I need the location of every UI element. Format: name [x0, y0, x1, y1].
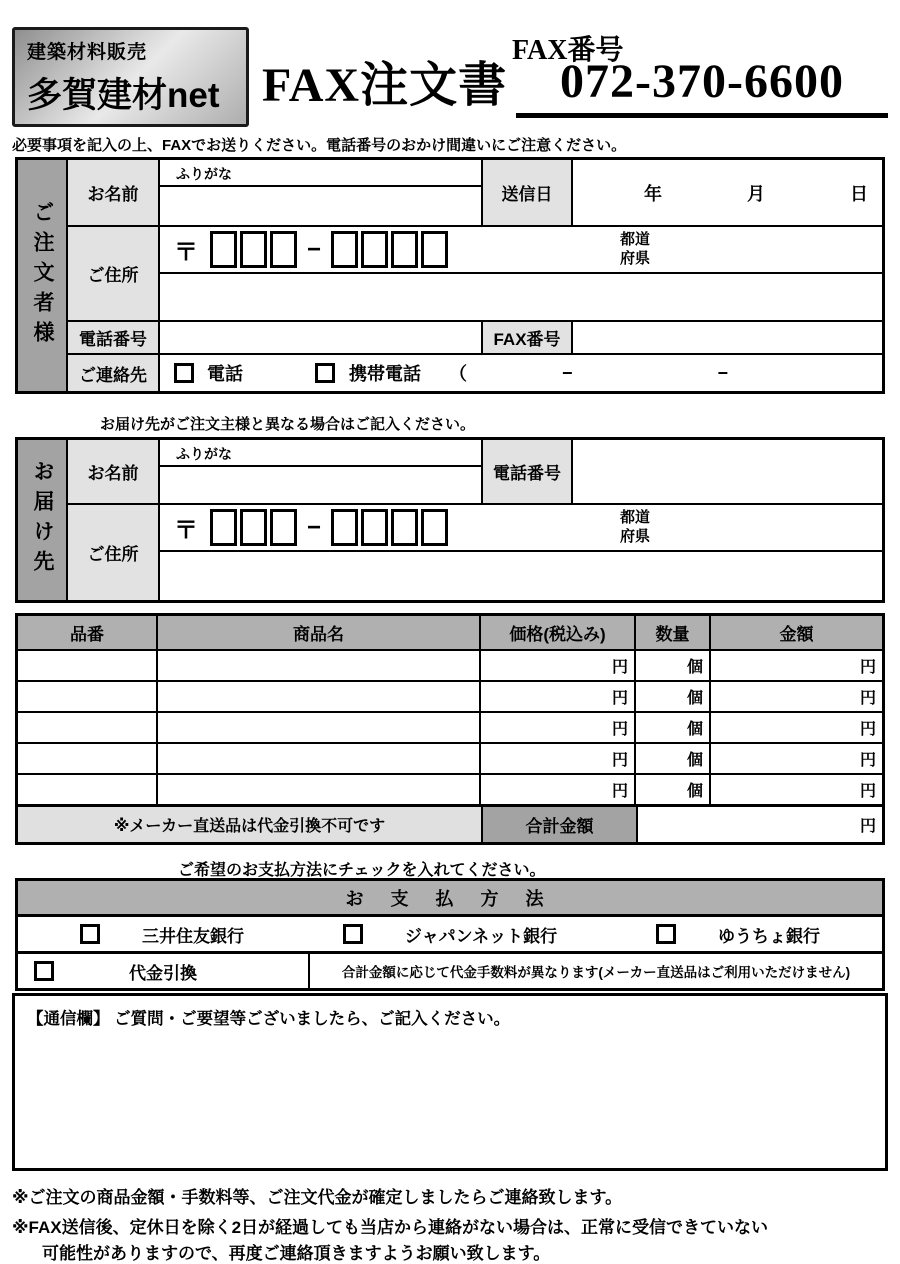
delivery-table — [15, 437, 885, 603]
postal-dash: − — [307, 513, 322, 541]
contact-pref-label: ご連絡先 — [68, 355, 160, 391]
quantity-field[interactable] — [636, 651, 711, 680]
postal-digit-box[interactable] — [210, 231, 237, 268]
unit-ko: 個 — [686, 690, 703, 707]
delivery-phone-label: 電話番号 — [483, 440, 573, 503]
order-item-row — [18, 773, 882, 804]
item-number-field[interactable] — [18, 775, 158, 804]
product-name-field[interactable] — [158, 651, 481, 680]
contact-pref-field — [160, 355, 882, 391]
delivery-side-header — [18, 440, 68, 600]
payment-table — [15, 878, 885, 991]
message-box[interactable] — [12, 993, 888, 1171]
payment-table-title: お 支 払 方 法 — [18, 881, 882, 914]
unit-yen: 円 — [859, 659, 876, 676]
postal-digit-box[interactable] — [391, 231, 418, 268]
contact-dash-1: − — [562, 362, 573, 383]
orderer-fax-field[interactable] — [573, 322, 882, 353]
unit-ko: 個 — [686, 721, 703, 738]
price-field[interactable] — [481, 775, 636, 804]
contact-phone-label: 電話 — [207, 364, 243, 384]
unit-yen: 円 — [611, 690, 628, 707]
col-header-item-number: 品番 — [18, 616, 158, 649]
item-number-field[interactable] — [18, 713, 158, 742]
unit-yen: 円 — [611, 659, 628, 676]
orderer-name-label: お名前 — [68, 160, 160, 225]
col-header-amount: 金額 — [779, 625, 814, 644]
orderer-phone-label: 電話番号 — [68, 322, 160, 353]
postal-digit-box[interactable] — [391, 509, 418, 546]
payment-cod-row — [18, 951, 882, 988]
postal-digit-box[interactable] — [270, 509, 297, 546]
message-box-label: 【通信欄】 ご質問・ご要望等ございましたら、ご記入ください。 — [27, 1010, 511, 1028]
date-unit-year: 年 — [644, 183, 662, 204]
amount-field[interactable] — [711, 682, 882, 711]
checkbox-bank-smbc[interactable] — [80, 924, 100, 944]
product-name-field[interactable] — [158, 682, 481, 711]
direct-shipping-note: ※メーカー直送品は代金引換不可です — [18, 807, 483, 842]
postal-mark-icon: 〒 — [174, 239, 198, 266]
delivery-note: お届け先がご注文主様と異なる場合はご記入ください。 — [100, 416, 476, 433]
date-unit-month: 月 — [747, 183, 765, 204]
orderer-side-header — [18, 160, 68, 391]
quantity-field[interactable] — [636, 744, 711, 773]
postal-mark-icon: 〒 — [174, 517, 198, 544]
checkbox-cod[interactable] — [34, 961, 54, 981]
date-unit-day: 日 — [850, 183, 868, 204]
col-header-price: 価格(税込み) — [481, 616, 636, 649]
payment-option-yucho — [594, 922, 882, 947]
bank-smbc-label: 三井住友銀行 — [142, 926, 244, 946]
delivery-furigana-label: ふりがな — [160, 440, 481, 467]
send-date-label: 送信日 — [483, 160, 573, 225]
unit-yen: 円 — [611, 721, 628, 738]
page-title: FAX注文書 — [262, 59, 508, 112]
orderer-name-field[interactable] — [160, 187, 481, 225]
footnote-fax-confirmation-cont: 可能性がありますので、再度ご連絡頂きますようお願い致します。 — [42, 1244, 551, 1263]
total-amount-field[interactable] — [638, 807, 882, 842]
unit-ko: 個 — [686, 783, 703, 800]
postal-digit-box[interactable] — [210, 509, 237, 546]
postal-digit-box[interactable] — [270, 231, 297, 268]
payment-bank-options-row — [18, 914, 882, 951]
payment-option-cod — [18, 954, 310, 988]
postal-digit-box[interactable] — [331, 509, 358, 546]
order-item-row — [18, 711, 882, 742]
checkbox-bank-yucho[interactable] — [656, 924, 676, 944]
delivery-name-label: お名前 — [68, 440, 160, 503]
prefecture-suffix — [620, 509, 650, 547]
checkbox-bank-japannet[interactable] — [343, 924, 363, 944]
orderer-furigana-label: ふりがな — [160, 160, 481, 187]
unit-ko: 個 — [686, 659, 703, 676]
orderer-fax-label: FAX番号 — [483, 322, 573, 353]
orderer-phone-field[interactable] — [160, 322, 483, 353]
order-item-row — [18, 649, 882, 680]
send-date-field[interactable] — [573, 160, 882, 225]
unit-yen: 円 — [859, 783, 876, 800]
delivery-address-field[interactable] — [160, 552, 882, 600]
checkbox-contact-phone[interactable] — [174, 363, 194, 383]
price-field[interactable] — [481, 744, 636, 773]
fax-number-value: 072-370-6600 — [516, 54, 888, 118]
cod-fee-note: 合計金額に応じて代金手数料が異なります(メーカー直送品はご利用いただけません) — [341, 965, 851, 980]
prefecture-suffix-top: 都道 — [620, 509, 651, 526]
order-item-row — [18, 680, 882, 711]
col-header-quantity: 数量 — [636, 616, 711, 649]
unit-yen: 円 — [611, 783, 628, 800]
logo-tagline: 建築材料販売 — [27, 42, 148, 63]
unit-yen: 円 — [859, 721, 876, 738]
unit-yen: 円 — [859, 818, 876, 835]
payment-instruction: ご希望のお支払方法にチェックを入れてください。 — [178, 862, 546, 879]
logo-shop-name: 多賀建材net — [27, 76, 220, 115]
delivery-phone-field[interactable] — [573, 440, 882, 503]
amount-field[interactable] — [711, 713, 882, 742]
item-number-field[interactable] — [18, 651, 158, 680]
footnote-fax-confirmation: ※FAX送信後、定休日を除く2日が経過しても当店から連絡がない場合は、正常に受信できていない — [12, 1218, 769, 1237]
item-number-field[interactable] — [18, 744, 158, 773]
amount-field[interactable] — [711, 651, 882, 680]
postal-digit-box[interactable] — [421, 231, 448, 268]
price-field[interactable] — [481, 682, 636, 711]
contact-dash-2: − — [717, 362, 729, 383]
unit-yen: 円 — [611, 752, 628, 769]
amount-field[interactable] — [711, 744, 882, 773]
product-name-field[interactable] — [158, 713, 481, 742]
order-items-table — [15, 613, 885, 845]
footnote-pricing: ※ご注文の商品金額・手数料等、ご注文代金が確定しましたらご連絡致します。 — [12, 1188, 623, 1207]
prefecture-suffix-top: 都道 — [620, 231, 651, 248]
order-item-row — [18, 742, 882, 773]
prefecture-suffix — [620, 231, 650, 269]
postal-digit-box[interactable] — [240, 509, 267, 546]
unit-yen: 円 — [859, 752, 876, 769]
checkbox-contact-mobile[interactable] — [315, 363, 335, 383]
unit-ko: 個 — [686, 752, 703, 769]
order-table-footer — [18, 804, 882, 842]
total-amount-label: 合計金額 — [483, 807, 638, 842]
top-instruction: 必要事項を記入の上、FAXでお送りください。電話番号のおかけ間違いにご注意ください。 — [12, 137, 627, 154]
bank-yucho-label: ゆうちょ銀行 — [718, 926, 820, 946]
fax-number-label: FAX番号 — [512, 35, 624, 66]
item-number-field[interactable] — [18, 682, 158, 711]
postal-digit-box[interactable] — [361, 231, 388, 268]
price-field[interactable] — [481, 651, 636, 680]
shop-logo — [12, 27, 249, 127]
unit-yen: 円 — [859, 690, 876, 707]
contact-mobile-label: 携帯電話 — [349, 364, 421, 384]
payment-option-smbc — [18, 922, 306, 947]
quantity-field[interactable] — [636, 775, 711, 804]
orderer-side-label: ご注文者様 — [31, 200, 54, 351]
delivery-name-field[interactable] — [160, 467, 481, 503]
amount-field[interactable] — [711, 775, 882, 804]
postal-digit-box[interactable] — [240, 231, 267, 268]
payment-option-japannet — [306, 922, 594, 947]
order-table-header — [18, 616, 882, 649]
prefecture-suffix-bottom: 府県 — [620, 249, 651, 267]
product-name-field[interactable] — [158, 744, 481, 773]
orderer-address-field[interactable] — [160, 274, 882, 320]
postal-digit-box[interactable] — [361, 509, 388, 546]
price-field[interactable] — [481, 713, 636, 742]
contact-paren: （ — [449, 364, 467, 384]
delivery-side-label: お届け先 — [31, 460, 54, 580]
orderer-table — [15, 157, 885, 394]
prefecture-suffix-bottom: 府県 — [620, 527, 651, 545]
bank-japannet-label: ジャパンネット銀行 — [404, 926, 558, 946]
postal-dash: − — [307, 235, 322, 263]
postal-digit-box[interactable] — [421, 509, 448, 546]
cod-label: 代金引換 — [129, 963, 197, 983]
delivery-address-label: ご住所 — [68, 505, 160, 600]
postal-digit-box[interactable] — [331, 231, 358, 268]
col-header-product-name: 商品名 — [158, 616, 481, 649]
quantity-field[interactable] — [636, 713, 711, 742]
product-name-field[interactable] — [158, 775, 481, 804]
orderer-address-label: ご住所 — [68, 227, 160, 320]
quantity-field[interactable] — [636, 682, 711, 711]
